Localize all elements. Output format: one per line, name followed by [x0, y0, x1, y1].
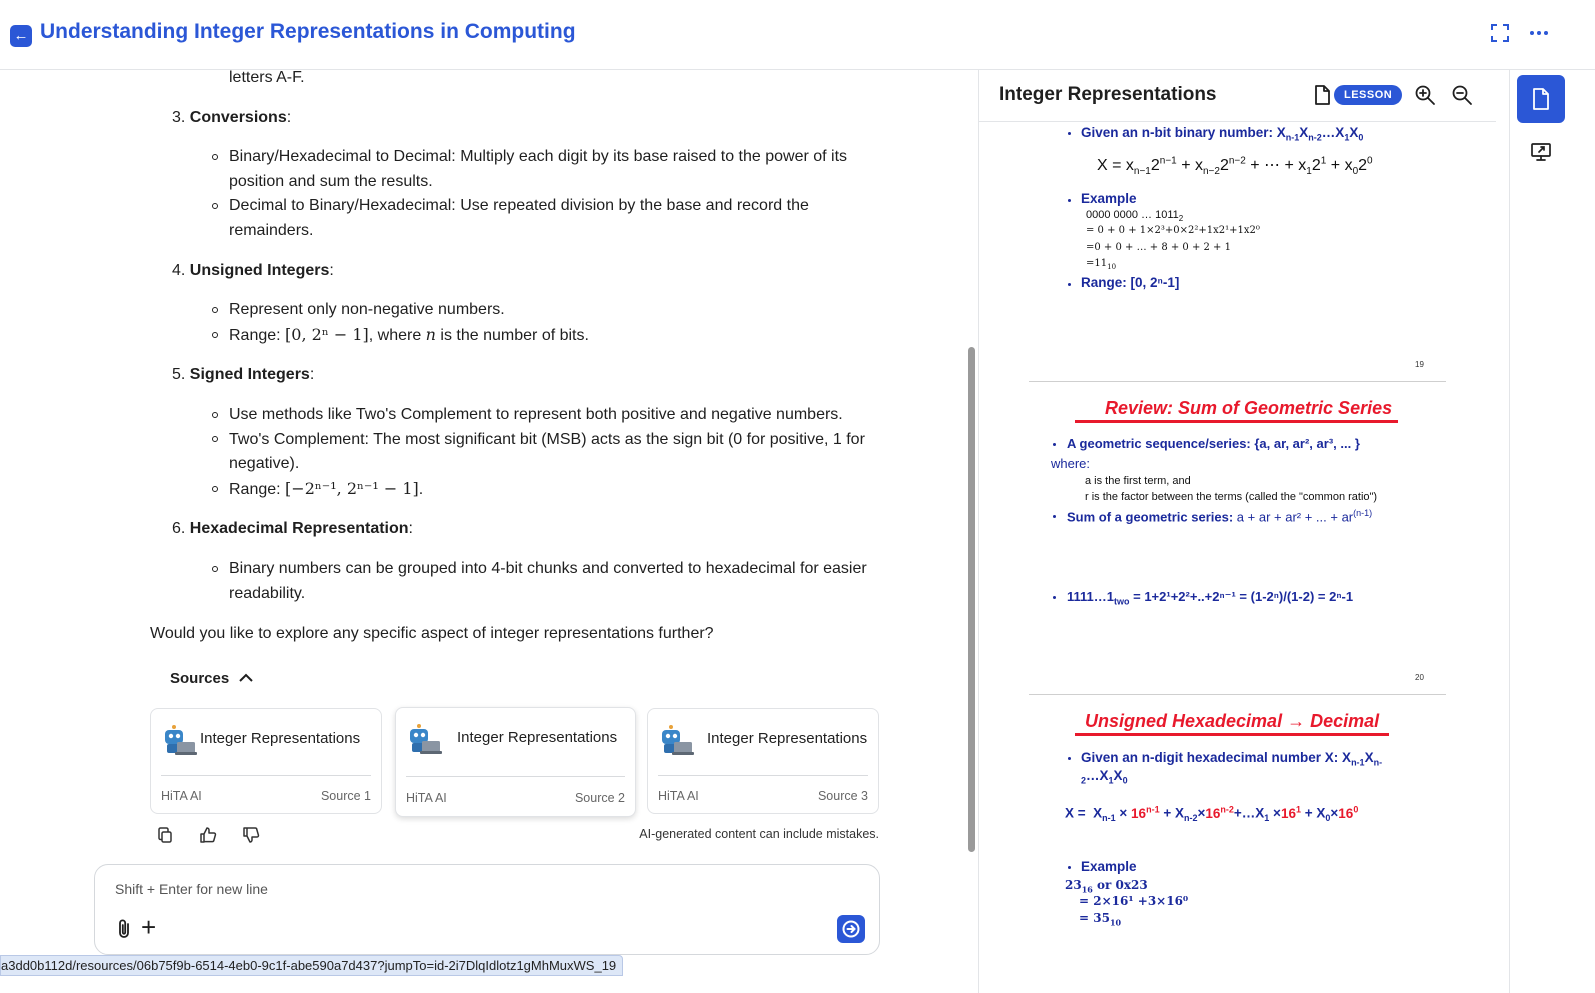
text-run: . [418, 480, 424, 498]
text-run: …X [1086, 768, 1109, 783]
subscript: n-1 [1351, 757, 1365, 768]
subscript: 0 [1122, 775, 1128, 786]
section-number: 4. [172, 262, 186, 279]
text-run: Range: [229, 480, 286, 498]
slide21-line2 [1081, 768, 1128, 786]
section-4 [172, 259, 334, 283]
subscript: two [1114, 596, 1130, 607]
document-title: Integer Representations [999, 84, 1217, 105]
slide-page-number: 19 [1415, 360, 1424, 369]
list-item: Use methods like Two's Complement to represent both positive and negative numbers. [229, 406, 843, 423]
status-bar-url: a3dd0b112d/resources/06b75f9b-6514-4eb0-9c1f-abe590a7d437?jumpTo=id-2i7DlqIdlotz1gMhMuxWS_19 [0, 955, 623, 976]
slide21-formula: $X = X_{n-1} \times 16^{n-1}$ + $X_{n-2}\times 16^{n-2}+\dots X_1 \times 16^1 + X_0\times 16^0$ [1065, 804, 1359, 824]
slide20-sum [1067, 508, 1372, 524]
text-run: is the number of bits. [435, 326, 589, 344]
source-id: Source 1 [320, 789, 371, 803]
slide19-ex2: = 0 + 0 + 1×2³+0×2²+1x2¹+1x2⁰ [1086, 225, 1260, 236]
text-run: 1111…1 [1067, 589, 1114, 604]
robot-icon [161, 723, 197, 757]
source-name: Integer Representations [457, 729, 618, 746]
more-options-icon[interactable] [1526, 22, 1552, 48]
text-run: Given an n-bit binary number: X [1081, 125, 1286, 140]
section-colon: : [309, 366, 315, 383]
list-bullet [212, 486, 218, 492]
slide-bullet [1068, 283, 1071, 286]
text-run: 23 [1065, 878, 1082, 892]
slide21-example-label: Example [1081, 859, 1137, 874]
text-run: a + ar + ar² + ... + ar [1236, 509, 1354, 525]
chat-panel [0, 70, 978, 993]
list-bullet [212, 154, 218, 160]
superscript: (n-1) [1353, 508, 1373, 518]
list-item-cont: remainders. [229, 221, 314, 239]
section-title: Conversions [189, 109, 287, 126]
subscript: 10 [1109, 917, 1122, 928]
section-colon: : [408, 520, 413, 537]
text-run: =11 [1086, 258, 1108, 269]
slide-bullet [1053, 515, 1056, 518]
section-3 [172, 106, 291, 130]
slide19-range: Range: [0, 2ⁿ-1] [1081, 275, 1180, 290]
list-bullet [212, 566, 218, 572]
slide19-example-label: Example [1081, 191, 1137, 206]
closing-question: Would you like to explore any specific aspect of integer representations further? [150, 625, 714, 642]
screen-share-icon[interactable] [1529, 140, 1553, 164]
section-colon: : [286, 109, 292, 126]
page-title: Understanding Integer Representations in Computing [40, 20, 576, 43]
text-run: 0000 0000 … 1011 [1086, 209, 1179, 221]
slide19-ex3: =0 + 0 + … + 8 + 0 + 2 + 1 [1086, 242, 1231, 253]
slide19-formula: $X = x_{n-1}2^{n-1} + x_{n-2}2^{n-2}$ + ⋯ + $x_12^1 + x_02^0$ [1097, 155, 1373, 178]
file-icon [1517, 75, 1565, 123]
source-id: Source 3 [817, 789, 868, 803]
copy-icon[interactable] [156, 826, 174, 844]
slide-bullet [1068, 757, 1071, 760]
file-icon [1311, 84, 1333, 106]
back-arrow-icon[interactable]: ← [10, 25, 32, 47]
heading-underline [1075, 733, 1389, 736]
heading-underline [1075, 420, 1398, 423]
sources-label: Sources [170, 670, 230, 687]
source-id: Source 2 [574, 791, 625, 805]
slide19-ex1 [1086, 209, 1183, 223]
right-tool-rail [1509, 70, 1595, 993]
slide21-e3 [1079, 911, 1121, 927]
section-title: Signed Integers [189, 366, 310, 383]
slide21-heading: Unsigned Hexadecimal → Decimal [1085, 711, 1380, 731]
subscript: 1 [1108, 775, 1114, 786]
list-bullet [212, 307, 218, 313]
list-item-cont: negative). [229, 455, 300, 472]
text-run: = 35 [1079, 911, 1110, 925]
message-input[interactable] [115, 879, 815, 899]
slide20-where: where: [1051, 456, 1091, 471]
slide21-line1 [1081, 750, 1382, 768]
send-button[interactable] [837, 915, 865, 943]
chevron-up-icon[interactable] [236, 668, 256, 688]
thumbs-down-icon[interactable] [242, 826, 260, 844]
subscript: n-2 [1308, 132, 1322, 143]
list-item [229, 477, 423, 503]
zoom-in-icon[interactable] [1414, 84, 1436, 106]
document-view-button[interactable] [1517, 75, 1565, 123]
lesson-badge: LESSON [1334, 85, 1402, 105]
slide-page-number: 20 [1415, 673, 1424, 682]
source-provider: HiTA AI [161, 789, 202, 803]
list-bullet [212, 412, 218, 418]
document-header [979, 70, 1496, 122]
slide-bullet [1053, 596, 1056, 599]
subscript: n-1 [1285, 132, 1300, 143]
section-colon: : [329, 262, 334, 279]
slide20-line1: A geometric sequence/series: {a, ar, ar², ar³, ... } [1067, 436, 1360, 451]
list-bullet [212, 332, 218, 338]
divider [658, 775, 868, 776]
divider [161, 775, 371, 776]
math-expression: [−2ⁿ⁻¹, 2ⁿ⁻¹ − 1] [285, 478, 419, 498]
document-viewer [978, 70, 1496, 993]
section-number: 3. [172, 109, 186, 126]
arrow-right-icon [837, 915, 865, 943]
subscript: 2 [1081, 775, 1087, 786]
math-expression: [0, 2ⁿ − 1] [285, 324, 369, 344]
subscript: 10 [1107, 263, 1117, 271]
slide21-e1 [1065, 878, 1148, 894]
slide-bullet [1068, 132, 1071, 135]
chat-scrollbar[interactable] [968, 347, 975, 852]
source-name: Integer Representations [707, 730, 868, 747]
list-item: Represent only non-negative numbers. [229, 301, 505, 318]
slide-bullet [1068, 199, 1071, 202]
section-6 [172, 517, 413, 541]
subscript: 16 [1081, 884, 1093, 895]
message-composer [94, 864, 880, 955]
text-run: X [1349, 125, 1359, 140]
thumbs-up-icon[interactable] [199, 826, 217, 844]
text-run: X [1113, 768, 1123, 783]
slide20-heading: Review: Sum of Geometric Series [1105, 398, 1393, 418]
robot-icon [658, 723, 694, 757]
text-run: or 0x23 [1092, 878, 1148, 892]
source-provider: HiTA AI [406, 791, 447, 805]
zoom-out-icon[interactable] [1451, 84, 1473, 106]
section-number: 5. [172, 366, 186, 383]
text-run: X [1364, 750, 1374, 765]
source-card-2[interactable] [395, 707, 636, 817]
math-variable: n [425, 324, 436, 344]
source-provider: HiTA AI [658, 789, 699, 803]
slide19-ex4 [1086, 258, 1116, 271]
subscript: 0 [1358, 132, 1364, 143]
list-item [229, 323, 589, 349]
text-run: = 1+2¹+2²+..+2ⁿ⁻¹ = (1-2ⁿ)/(1-2) = 2ⁿ-1 [1129, 589, 1354, 604]
paperclip-icon[interactable] [113, 917, 135, 941]
list-item: Binary numbers can be grouped into 4-bit chunks and converted to hexadecimal for easier [229, 560, 867, 577]
slide-bullet [1053, 443, 1056, 446]
text-run: …X [1321, 125, 1345, 140]
list-item: Binary/Hexadecimal to Decimal: Multiply each digit by its base raised to the power of its [229, 148, 848, 165]
slide-separator [1029, 694, 1446, 695]
divider [406, 776, 625, 777]
intro-tail: letters A-F. [229, 70, 305, 86]
section-title: Unsigned Integers [189, 262, 330, 279]
slide21-e2: = 2×16¹ +3×16⁰ [1079, 894, 1189, 908]
plus-icon[interactable]: + [141, 912, 157, 942]
subscript: n- [1373, 757, 1383, 768]
list-bullet [212, 436, 218, 442]
list-item-cont: readability. [229, 584, 306, 602]
section-title: Hexadecimal Representation [189, 520, 409, 537]
subscript: 1 [1344, 132, 1350, 143]
subscript: 2 [1178, 214, 1184, 224]
list-item-cont: position and sum the results. [229, 172, 433, 190]
slide20-sub1: a is the first term, and [1085, 475, 1191, 487]
fullscreen-icon[interactable] [1487, 22, 1513, 48]
text-run: , where [368, 326, 426, 344]
text-run: Sum of a geometric series: [1067, 509, 1234, 525]
slide-separator [1029, 381, 1446, 382]
list-item: Two's Complement: The most significant bit (MSB) acts as the sign bit (0 for positive, 1 for [229, 430, 865, 448]
top-header [0, 0, 1595, 70]
text-run: X [1299, 125, 1309, 140]
source-card-3[interactable] [647, 708, 879, 814]
source-name: Integer Representations [200, 730, 361, 747]
ai-disclaimer: AI-generated content can include mistakes. [639, 827, 879, 841]
slide-bullet [1068, 866, 1071, 869]
section-5 [172, 363, 314, 387]
text-run: Given an n-digit hexadecimal number X: X [1081, 750, 1352, 765]
section-number: 6. [172, 520, 186, 537]
source-card-1[interactable] [150, 708, 382, 814]
slide19-line1 [1081, 125, 1363, 143]
text-run: X = x [1097, 157, 1134, 174]
list-item: Decimal to Binary/Hexadecimal: Use repeated division by the base and record the [229, 197, 809, 214]
list-bullet [212, 203, 218, 209]
robot-icon [406, 722, 442, 756]
text-run: Range: [229, 326, 286, 344]
slide20-sub2: r is the factor between the terms (called the "common ratio") [1085, 491, 1378, 503]
slide20-ones [1067, 589, 1353, 607]
